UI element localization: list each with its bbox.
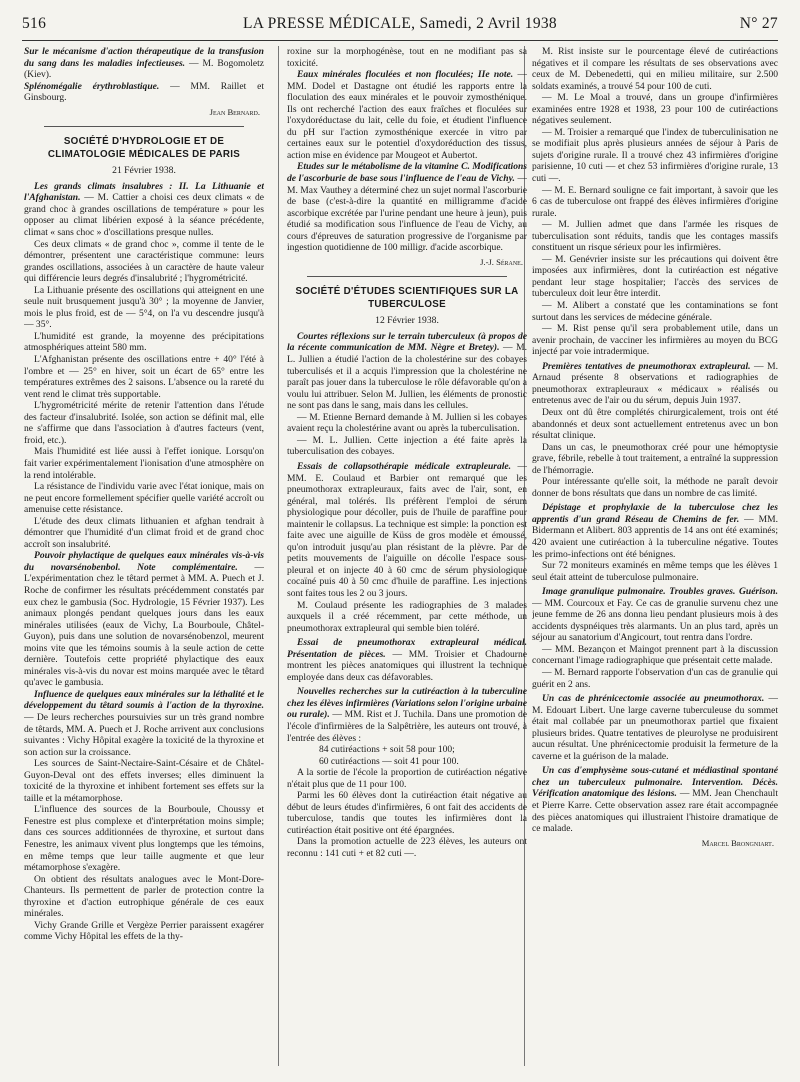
paragraph: L'Afghanistan présente des oscillations entre + 40° l'été à l'ombre et — 25° en hiver, soit un écart de 65° entre les températures extrêmes des 2 saisons. L'absence ou la rareté du vent rend le climat très supportable. — [24, 354, 264, 400]
paragraph: — M. Le Moal a trouvé, dans un groupe d'infirmières examinées entre 1928 et 1938, 23 pour 100 de cutiréactions négatives seulement. — [532, 92, 778, 127]
page-header — [22, 15, 778, 39]
paragraph: Image granulique pulmonaire. Troubles graves. Guérison. — MM. Courcoux et Fay. Ce cas de granulie survenu chez une jeune femme de 26 ans donna lieu pendant plusieurs mois à des accidents dyspnéiques très alarmants. Un an plus tard, après un séjour au sanatorium d'Angicourt, tout rentra dans l'ordre. — [532, 586, 778, 644]
paragraph: Sur le mécanisme d'action thérapeutique de la transfusion du sang dans les maladies infectieuses. — M. Bogomoletz (Kiev). — [24, 46, 264, 81]
signature: J.-J. Sérane. — [480, 256, 523, 267]
paragraph: Vichy Grande Grille et Vergèze Perrier paraissent exagérer comme Vichy Hôpital les effets de la thy- — [24, 919, 264, 943]
paragraph: Les sources de Saint-Nectaire-Saint-Césaire et de Châtel-Guyon-Deval ont des effets inverses; elles diminuent la toxicité de la thyroxine et inhibent fortement ses effets sur la taille et la métamorphose. — [24, 758, 264, 804]
paragraph: Un cas de phrénicectomie associée au pneumothorax. — M. Edouart Libert. Une large caverne tuberculeuse du sommet était mal collabée par un pneumothorax partiel que fixaient plusieurs brides. Quatre tentatives de pleurolyse ne produisirent aucun résultat. Une phrénicectomie produisit la fermeture de la caverne et la guérison de la malade. — [532, 693, 778, 762]
paragraph: On obtient des résultats analogues avec le Mont-Dore-Chanteurs. Ils permettent de parler de protection contre la thyroxine et d'action eutrophique générale de ces eaux minérales. — [24, 873, 264, 920]
paragraph: Dépistage et prophylaxie de la tuberculose chez les apprentis d'un grand Réseau de Chemins de fer. — MM. Bidermann et Alibert. 803 apprentis de 14 ans ont été examinés; 420 avaient une cutiréaction à la tuberculine négative. Toutes les primo-infections ont été bénignes. — [532, 502, 778, 560]
paragraph: — M. Jullien admet que dans l'armée les risques de tuberculisation sont réduits, tandis que les contages massifs constituent un risque sérieux pour les infirmières. — [532, 219, 778, 254]
paragraph: Ces deux climats « de grand choc », comme il tente de le démontrer, présentent une caractéristique commune: leurs grandes oscillations, associées à un caractère de haute valeur qui différencie leurs degrés d'insalubrité ; l'hygrométricité. — [24, 238, 264, 285]
paragraph: Premières tentatives de pneumothorax extrapleural. — M. Arnaud présente 8 observations et radiographies de pneumothorax extrapleuraux « médicaux » réalisés ou entretenus avec de l'air ou du sérum, depuis Juin 1937. — [532, 360, 778, 407]
paragraph: Dans un cas, le pneumothorax créé pour une hémoptysie grave, fébrile, rebelle à tout traitement, a entraîné la suppression de l'hémorragie. — [532, 441, 778, 476]
paragraph: — M. Alibert a constaté que les contaminations se font surtout dans les services de médecine générale. — [532, 300, 778, 323]
paragraph: Essais de collapsothérapie médicale extrapleurale. — MM. E. Coulaud et Barbier ont remarqué que les pneumothorax extrapleuraux, faits avec de l'air, sont, en général, mal tolérés. Ils préfèrent l'emploi de sérum physiologique pour décoller, puis de l'huile de paraffine pour maintenir le collapsus. La technique est simple: la ponction est faite avec une aiguille de Küss de gros modèle et émoussé, qu'on introduit jusqu'au plan résistant de la plèvre. Par de petits mouvements de l'aiguille on décolle l'espace sous-pleural et on injecte 40 à 60 cmc de sérum physiologique cocaïné puis 40 à 50 cmc d'huile de paraffine. Les injections sont faites tous les 2 ou 3 jours. — [287, 460, 527, 599]
session-date: 21 Février 1938. — [112, 165, 176, 177]
signature: Marcel Brongniart. — [701, 837, 774, 848]
paragraph: Etudes sur le métabolisme de la vitamine C. Modifications de l'ascorburie de base sous l'influence de l'eau de Vichy. — M. Max Vauthey a déterminé chez un sujet normal l'ascorburie de base (c'est-à-dire la quantité en milligramme d'acide ascorbique excrétée par l'urine pendant une heure à jeun), puis étudié sa modification sous l'influence de l'eau de Vichy, au cours d'épreuves de saturation progressive de l'organisme par ingestion quotidienne de 100 milligr. d'acide ascorbique. — [287, 161, 527, 254]
paragraph: L'influence des sources de la Bourboule, Choussy et Fenestre est plus complexe et d'interprétation moins simple; dans ces sources additionnées de thyroxine, et surtout dans Fenestre, les animaux vivent plus longtemps que les témoins, en même temps que leur taille augmente et que leur métamorphose s'exagère. — [24, 804, 264, 874]
paragraph: Splénomégalie érythroblastique. — MM. Raillet et Ginsbourg. — [24, 80, 264, 104]
column-divider — [278, 46, 279, 1066]
paragraph: — M. Bernard rapporte l'observation d'un cas de granulie qui guérit en 2 ans. — [532, 666, 778, 690]
column-1 — [24, 46, 264, 1076]
paragraph: L'hygrométricité mérite de retenir l'attention dans l'étude des facteur d'insalubrité. Isolée, son action se définit mal, elle ne s'affirme que dans l'association à d'autres facteurs (vent, froid, etc.). — [24, 400, 264, 446]
paragraph: — M. Rist pense qu'il sera probablement utile, dans un avenir prochain, de vacciner les infirmières au moyen du BCG injecté par voie intradermique. — [532, 323, 778, 358]
paragraph: Deux ont dû être complétés chirurgicalement, trois ont été abandonnés et deux sont actuellement entretenus avec un bon résultat clinique. — [532, 406, 778, 442]
paragraph: — M. Etienne Bernard demande à M. Jullien si les cobayes avaient reçu la cholestérine avant ou après la tuberculisation. — [287, 411, 527, 435]
paragraph: La résistance de l'individu varie avec l'état ionique, mais on ne peut encore formellement spécifier quelle variété accroît ou amenuise cette résistance. — [24, 481, 264, 516]
paragraph: Un cas d'emphysème sous-cutané et médiastinal spontané chez un tuberculeux pulmonaire. Intervention. Décès. Vérification anatomique des lésions. — MM. Jean Chenchault et Pierre Karre. Cette observation assez rare était accompagnée des pièces anatomiques qui illustraient l'histoire dramatique de ce malade. — [532, 765, 778, 835]
paragraph: Mais l'humidité est liée aussi à l'effet ionique. Lorsqu'on fait varier expérimentalement l'ionisation d'une atmosphère on la rend intolérable. — [24, 446, 264, 481]
society-heading: SOCIÉTÉ D'HYDROLOGIE ET DE CLIMATOLOGIE MÉDICALES DE PARIS — [47, 136, 241, 160]
paragraph: M. Rist insiste sur le pourcentage élevé de cutiréactions négatives et il compare les résultats de ses observations avec ceux de M. Debenedetti, qui en milieu militaire, sur 2.500 soldats examinés, a trouvé 54 pour 100 de cuti. — [532, 46, 778, 92]
paragraph: Pouvoir phylactique de quelques eaux minérales vis-à-vis du novarsénobenbol. Note complémentaire. — L'expérimentation chez le têtard permet à MM. A. Puech et J. Roche de confirmer les résultats précédemment constatés par eux chez le gambusia (Soc. Hydrologie, 15 Février 1937). Les animaux plongés pendant quelques jours dans les eaux minérales utilisées (eaux de Vichy, La Bourboule, Châtel-Guyon), puis dans une solution de novarsénobenzol, meurent moins vite que les témoins soumis à la seule action de cette dernière. Toutefois cette propriété phylactique des eaux minérales vis-à-vis du novar est moins marquée avec le têtard qu'avec le gambusia. — [24, 550, 264, 689]
paragraph: Pour intéressante qu'elle soit, la méthode ne paraît devoir donner de bons résultats que dans un nombre de cas limité. — [532, 476, 778, 499]
paragraph: M. Coulaud présente les radiographies de 3 malades auxquels il a créé récemment, par cette méthode, un pneumothorax extrapleural qui semble bien toléré. — [287, 599, 527, 634]
paragraph: Dans la promotion actuelle de 223 élèves, les auteurs ont reconnu : 141 cuti + et 82 cuti —. — [287, 836, 527, 859]
statistic-line: 84 cutiréactions + soit 58 pour 100; — [319, 744, 455, 756]
paragraph: — M. Genévrier insiste sur les précautions qui doivent être imposées aux infirmières, dont la cutiréaction est négative pendant leur stage hospitalier; l'accès des services de tuberculeux doit leur être interdit. — [532, 253, 778, 300]
paragraph: Nouvelles recherches sur la cutiréaction à la tuberculine chez les élèves infirmières (Variations selon l'origine urbaine ou rurale). — MM. Rist et J. Tuchila. Dans une promotion de l'école d'infirmières de la Salpêtrière, les auteurs ont trouvé, à l'entrée des élèves : — [287, 686, 527, 744]
paragraph: Sur 72 moniteurs examinés en même temps que les élèves 1 seul était atteint de tuberculose pulmonaire. — [532, 560, 778, 583]
paragraph: La Lithuanie présente des oscillations qui atteignent en une seule nuit brusquement jusqu'à 30° ; la moyenne de Janvier, mois le plus froid, est de — 5°4, on l'a vu descendre jusqu'à — 35°. — [24, 284, 264, 331]
paragraph: — MM. Bezançon et Maingot prennent part à la discussion concernant l'image radiographique que présentait cette malade. — [532, 643, 778, 667]
statistic-line: 60 cutiréactions — soit 41 pour 100. — [319, 755, 459, 767]
paragraph: Essai de pneumothorax extrapleural médical. Présentation de pièces. — MM. Troisier et Chadourne montrent les pièces anatomiques qui illustrent la technique employée dans deux cas défavorables. — [287, 637, 527, 683]
paragraph: L'étude des deux climats lithuanien et afghan tendrait à démontrer que l'humidité d'un climat froid et de grand choc accroît son insalubrité. — [24, 515, 264, 550]
journal-title: LA PRESSE MÉDICALE, Samedi, 2 Avril 1938 — [243, 15, 557, 32]
paragraph: A la sortie de l'école la proportion de cutiréaction négative n'était plus que de 11 pour 100. — [287, 767, 527, 790]
paragraph: Les grands climats insalubres : II. La Lithuanie et l'Afghanistan. — M. Cattier a choisi ces deux climats « de grand choc à grandes oscillations de température » pour les opposer au climat libérien exposé à la séance précédente, climat « sans choc » d'oscillations presque nulles. — [24, 180, 264, 239]
signature: Jean Bernard. — [209, 106, 260, 117]
page-number: 516 — [22, 15, 47, 32]
society-heading: SOCIÉTÉ D'ÉTUDES SCIENTIFIQUES SUR LA TUBERCULOSE — [295, 286, 519, 310]
paragraph: Influence de quelques eaux minérales sur la léthalité et le développement du têtard soumis à l'action de la thyroxine. — De leurs recherches poursuivies sur un très grand nombre de têtards, MM. A. Puech et J. Roche arrivent aux conclusions suivantes : Vichy Hôpital exagère la toxicité de la thyroxine et son action sur la croissance. — [24, 688, 264, 758]
paragraph: Parmi les 60 élèves dont la cutiréaction était négative au début de leurs études d'infirmières, 6 ont fait des accidents de tuberculose, tandis que toutes les infirmières dont la cutiréaction était positive ont été épargnées. — [287, 790, 527, 836]
paragraph: Courtes réflexions sur le terrain tuberculeux (à propos de la récente communication de MM. Nègre et Bretey). — M. L. Jullien a étudié l'action de la cholestérine sur des cobayes tuberculisés et il a acquis l'impression que la cholestérine ne paraît pas jouer dans la tuberculose le rôle défavorable qu'on a voulu lui attribuer. Selon M. Jullien, les éléments de pronostic ne sont pas dans le sang, mais dans les cellules. — [287, 330, 527, 412]
column-3 — [532, 46, 778, 1076]
paragraph: L'humidité est grande, la moyenne des précipitations atmosphériques atteint 580 mm. — [24, 330, 264, 354]
paragraph: — M. L. Jullien. Cette injection a été faite après la tuberculisation des cobayes. — [287, 434, 527, 458]
issue-number: N° 27 — [739, 15, 778, 32]
paragraph: Eaux minérales floculées et non floculées; IIe note. — MM. Dodel et Dastagne ont étudié les rapports entre la floculation des eaux minérales et le pouvoir zymosthénique. Ils ont recherché l'action des eaux fraîches et floculées sur l'oxydoréductase du lait, celle du foie, et étudient l'influence du pH sur l'action zymosthénique exercée in vitro par certaines eaux sur le potentiel d'oxydoréduction des tissus, action mise en évidence par Mougeot et Aubertot. — [287, 69, 527, 161]
header-rule — [22, 40, 778, 41]
section-rule — [307, 276, 507, 277]
column-2 — [287, 46, 527, 1076]
session-date: 12 Février 1938. — [375, 315, 439, 327]
paragraph: roxine sur la morphogénèse, tout en ne modifiant pas sa toxicité. — [287, 46, 527, 69]
paragraph: — M. E. Bernard souligne ce fait important, à savoir que les 6 cas de tuberculose ont frappé des élèves infirmières d'origine rurale. — [532, 184, 778, 219]
paragraph: — M. Troisier a remarqué que l'index de tuberculinisation ne se modifiait plus après plusieurs années de séjour à Paris de sujets d'origine rurale. Il a trouvé chez 43 infirmières d'origine parisienne, 10 cuti — et chez 53 infirmières d'origine rurale, 13 cuti —. — [532, 126, 778, 185]
section-rule — [44, 126, 244, 127]
